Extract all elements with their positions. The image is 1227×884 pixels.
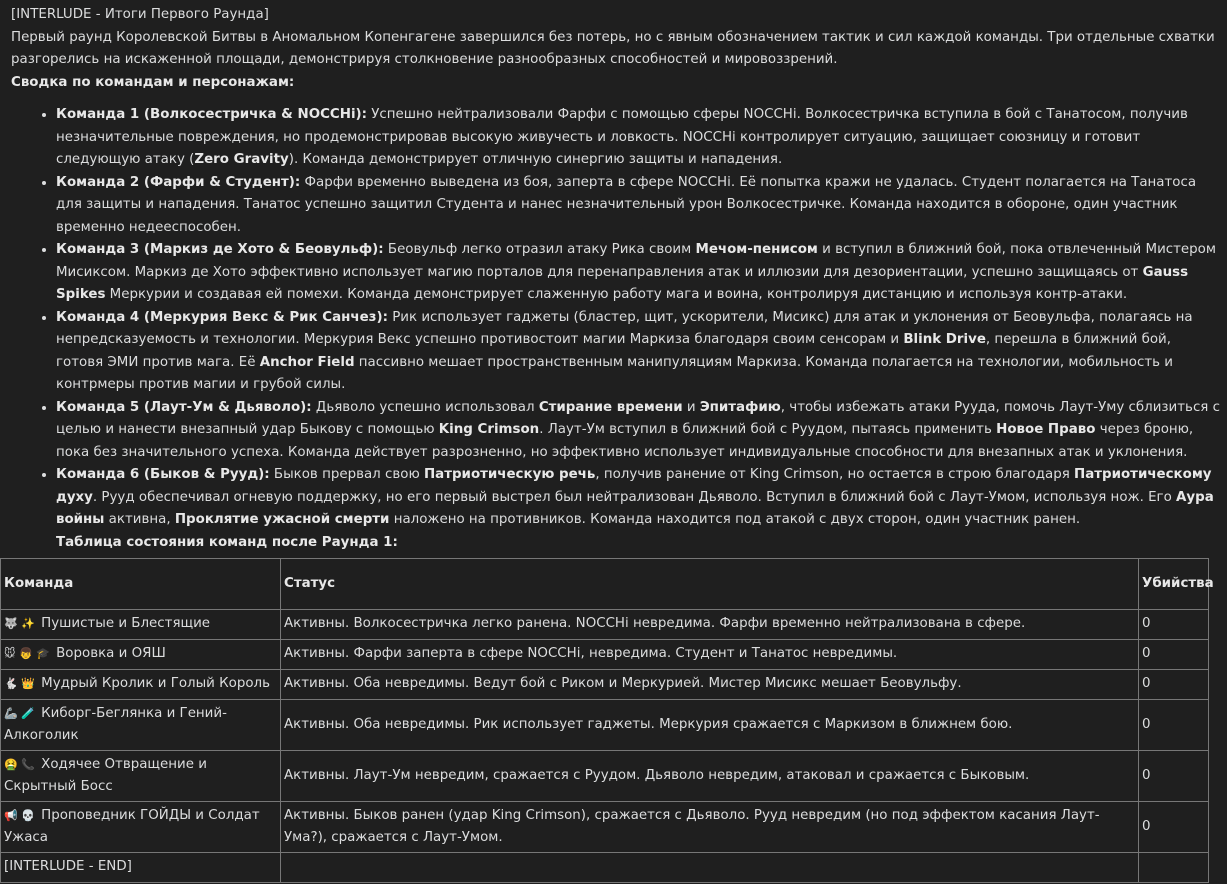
team-summary-item: • Команда 3 (Маркиз де Хото & Беовульф): Беовульф легко отразил атаку Рика своим Мечом-пенисом и вступил в ближний бой, пока отвлеченный Мистером Мисиксом. Маркиз де Хото эффективно использует магию порталов для перенаправления атак и иллюзии для дезориентации, успешно защищаясь от Gauss Spikes Меркурии и создавая ей помехи. Команда демонстрирует слаженную работу мага и воина, контролируя дистанцию и используя контр-атаки. — [56, 239, 1221, 307]
team-summary-item: • Команда 6 (Быков & Рууд): Быков прервал свою Патриотическую речь, получив ранение от King Crimson, но остается в строю благодаря Патриотическому духу. Рууд обеспечивал огневую поддержку, но его первый выстрел был нейтрализован Дьяволо. Вступил в ближний бой с Лаут-Умом, используя нож. Его Аура войны активна, Проклятие ужасной смерти наложено на противников. Команда находится под атакой с двух сторон, один участник ранен. — [56, 464, 1221, 532]
table-footer-row — [1, 853, 1209, 883]
team-emoji-icon: 🐇 👑 — [4, 677, 35, 691]
team-emoji-icon: 🤮 📞 — [4, 757, 35, 771]
kills-cell: 0 — [1139, 670, 1209, 700]
team-summary-item: • Команда 4 (Меркурия Векс & Рик Санчез): Рик использует гаджеты (бластер, щит, ускорители, Мисикс) для атак и уклонения от Беовульфа, полагаясь на непредсказуемость и технологии. Меркурия Векс успешно противостоит магии Маркиза благодаря своим сенсорам и Blink Drive, перешла в ближний бой, готовя ЭМИ против мага. Её Anchor Field пассивно мешает пространственным манипуляциям Маркиза. Команда полагается на технологии, мобильность и контрмеры против магии и грубой силы. — [56, 307, 1221, 397]
team-summary-list — [11, 104, 1221, 532]
summary-heading: Сводка по командам и персонажам: — [11, 74, 295, 90]
interlude-header: [INTERLUDE - Итоги Первого Раунда] — [11, 7, 269, 22]
table-row — [1, 670, 1209, 700]
table-row — [1, 700, 1209, 751]
team-cell: 📢 💀 Проповедник ГОЙДЫ и Солдат Ужаса — [1, 802, 281, 853]
empty-cell — [1139, 853, 1209, 883]
team-emoji-icon: 🐭 👦 🎓 — [4, 647, 50, 661]
table-title: Таблица состояния команд после Раунда 1: — [56, 534, 398, 550]
team-summary-item: • Команда 1 (Волкосестричка & NOCCHi): Успешно нейтрализовали Фарфи с помощью сферы NOCCHi. Волкосестричка вступила в бой с Танатосом, получив незначительные повреждения, но продемонстрировав высокую живучесть и ловкость. NOCCHi контролирует ситуацию, защищает союзницу и готовит следующую атаку (Zero Gravity). Команда демонстрирует отличную синергию защиты и нападения. — [56, 104, 1221, 172]
status-cell: Активны. Быков ранен (удар King Crimson), сражается с Дьяволо. Рууд невредим (но под эффектом касания Лаут-Ума?), сражается с Лаут-Умом. — [281, 802, 1139, 853]
team-cell: 🐺 ✨ Пушистые и Блестящие — [1, 610, 281, 640]
kills-cell: 0 — [1139, 700, 1209, 751]
team-status-table — [0, 558, 1214, 883]
kills-cell: 0 — [1139, 640, 1209, 670]
status-cell: Активны. Фарфи заперта в сфере NOCCHi, невредима. Студент и Танатос невредимы. — [281, 640, 1139, 670]
kills-cell: 0 — [1139, 751, 1209, 802]
team-cell: 🦾 🧪 Киборг-Беглянка и Гений-Алкоголик — [1, 700, 281, 751]
column-header-kills: Убийства — [1139, 559, 1209, 610]
team-summary-item: • Команда 5 (Лаут-Ум & Дьяволо): Дьяволо успешно использовал Стирание времени и Эпитафию, чтобы избежать атаки Рууда, помочь Лаут-Уму сблизиться с целью и нанести внезапный удар Быкову с помощью King Crimson. Лаут-Ум вступил в ближний бой с Руудом, пытаясь применить Новое Право через броню, пока без значительного успеха. Команда действует разрозненно, но эффективно использует индивидуальные способности для внезапных атак и уклонения. — [56, 397, 1221, 465]
team-emoji-icon: 📢 💀 — [4, 808, 35, 822]
intro-paragraph: Первый раунд Королевской Битвы в Аномальном Копенгагене завершился без потерь, но с явным обозначением тактик и сил каждой команды. Три отдельные схватки разгорелись на искаженной площади, демонстрируя столкновение разнообразных способностей и мировоззрений. — [11, 29, 1215, 67]
table-row — [1, 802, 1209, 853]
table-row — [1, 751, 1209, 802]
column-header-team: Команда — [1, 559, 281, 610]
interlude-end-cell: [INTERLUDE - END] — [1, 853, 281, 883]
kills-cell: 0 — [1139, 610, 1209, 640]
team-summary-item: • Команда 2 (Фарфи & Студент): Фарфи временно выведена из боя, заперта в сфере NOCCHi. Её попытка кражи не удалась. Студент полагается на Танатоса для защиты и нападения. Танатос успешно защитил Студента и нанес незначительный урон Волкосестричке. Команда находится в обороне, один участник временно недееспособен. — [56, 172, 1221, 240]
empty-cell — [281, 853, 1139, 883]
status-cell: Активны. Лаут-Ум невредим, сражается с Руудом. Дьяволо невредим, атаковал и сражается с Быковым. — [281, 751, 1139, 802]
kills-cell: 0 — [1139, 802, 1209, 853]
team-cell: 🤮 📞 Ходячее Отвращение и Скрытный Босс — [1, 751, 281, 802]
team-cell: 🐭 👦 🎓 Воровка и ОЯШ — [1, 640, 281, 670]
status-cell: Активны. Оба невредимы. Ведут бой с Риком и Меркурией. Мистер Мисикс мешает Беовульфу. — [281, 670, 1139, 700]
table-row — [1, 610, 1209, 640]
status-cell: Активны. Оба невредимы. Рик использует гаджеты. Меркурия сражается с Маркизом в ближнем бою. — [281, 700, 1139, 751]
table-row — [1, 640, 1209, 670]
table-header-row — [1, 559, 1209, 610]
team-emoji-icon: 🦾 🧪 — [4, 706, 35, 720]
column-header-status: Статус — [281, 559, 1139, 610]
team-cell: 🐇 👑 Мудрый Кролик и Голый Король — [1, 670, 281, 700]
status-cell: Активны. Волкосестричка легко ранена. NOCCHi невредима. Фарфи временно нейтрализована в сфере. — [281, 610, 1139, 640]
team-emoji-icon: 🐺 ✨ — [4, 617, 35, 631]
